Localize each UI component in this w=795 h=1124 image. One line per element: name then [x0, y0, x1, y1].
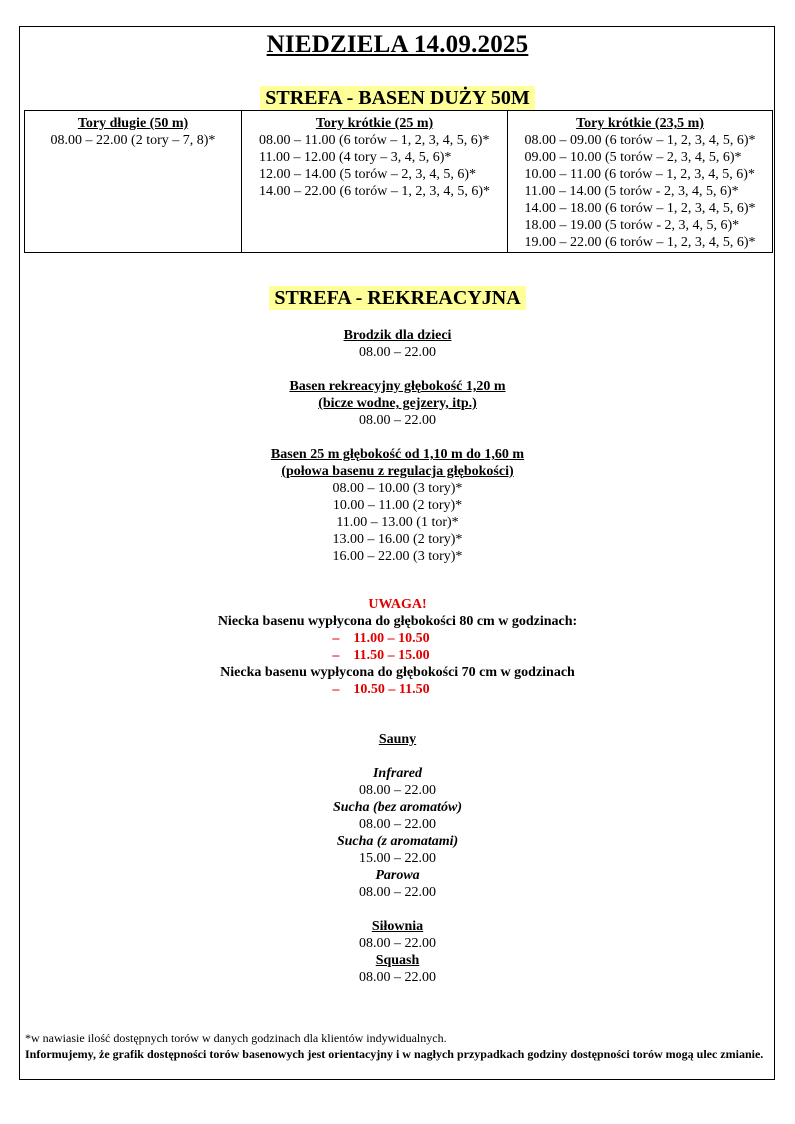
lane-row: 19.00 – 22.00 (6 torów – 1, 2, 3, 4, 5, 6)* [524, 235, 756, 250]
footer-note: *w nawiasie ilość dostępnych torów w danych godzinach dla klientów indywidualnych. [25, 1031, 447, 1045]
sauna-hours: 08.00 – 22.00 [359, 885, 436, 900]
pool25-sub: (połowa basenu z regulacja głębokości) [281, 464, 514, 479]
lane-row: 12.00 – 14.00 (5 torów – 2, 3, 4, 5, 6)* [259, 167, 476, 182]
notice-line-80cm: Niecka basenu wypłycona do głębokości 80 cm w godzinach: [217, 614, 578, 629]
gym-hours: 08.00 – 22.00 [359, 936, 436, 951]
lanes-table [24, 110, 773, 253]
squash-hours: 08.00 – 22.00 [359, 970, 436, 985]
zone-big-heading: STREFA - BASEN DUŻY 50M [260, 86, 534, 110]
saunas-heading: Sauny [378, 732, 417, 747]
lane-row: 18.00 – 19.00 (5 torów - 2, 3, 4, 5, 6)* [524, 218, 740, 233]
notice-line-70cm: Niecka basenu wypłycona do głębokości 70 cm w godzinach [220, 665, 575, 680]
pool25-row: 13.00 – 16.00 (2 tory)* [332, 532, 463, 547]
lane-row: 08.00 – 22.00 (2 tory – 7, 8)* [50, 133, 216, 148]
lane-row: 08.00 – 09.00 (6 torów – 1, 2, 3, 4, 5, 6)* [524, 133, 756, 148]
footer-info: Informujemy, że grafik dostępności torów basenowych jest orientacyjny i w nagłych przypadkach godziny dostępności torów mogą ulec zmianie. [25, 1047, 764, 1061]
notice-time-value: 10.50 – 11.50 [353, 682, 430, 697]
sauna-name: Infrared [372, 766, 422, 781]
gym-name: Siłownia [371, 919, 424, 934]
pool25-row: 16.00 – 22.00 (3 tory)* [332, 549, 463, 564]
col-header: Tory krótkie (23,5 m) [576, 116, 704, 131]
zone-rec-heading-wrap [0, 286, 795, 310]
rec-pool-sub: (bicze wodne, gejzery, itp.) [318, 396, 477, 411]
notice-time-value: 11.50 – 15.00 [353, 648, 430, 663]
recreation-section [0, 327, 795, 565]
footer [25, 1030, 775, 1062]
lanes-col-short25 [242, 111, 508, 253]
lane-row: 14.00 – 22.00 (6 torów – 1, 2, 3, 4, 5, 6)* [259, 184, 490, 199]
notice-time [0, 681, 795, 698]
pool25-name: Basen 25 m głębokość od 1,10 m do 1,60 m [270, 447, 525, 462]
squash-name: Squash [375, 953, 420, 968]
kids-pool-hours: 08.00 – 22.00 [359, 345, 436, 360]
lane-row: 08.00 – 11.00 (6 torów – 1, 2, 3, 4, 5, 6)* [259, 133, 490, 148]
saunas-section [0, 731, 795, 986]
lane-row: 10.00 – 11.00 (6 torów – 1, 2, 3, 4, 5, 6)* [524, 167, 755, 182]
notice-dash: – [332, 648, 340, 663]
pool25-row: 10.00 – 11.00 (2 tory)* [332, 498, 463, 513]
zone-big-heading-wrap [0, 86, 795, 110]
lanes-col-short235 [508, 111, 773, 253]
rec-pool-name: Basen rekreacyjny głębokość 1,20 m [289, 379, 506, 394]
rec-pool-hours: 08.00 – 22.00 [359, 413, 436, 428]
pool25-row: 08.00 – 10.00 (3 tory)* [332, 481, 463, 496]
lane-row: 11.00 – 14.00 (5 torów - 2, 3, 4, 5, 6)* [524, 184, 739, 199]
pool25-row: 11.00 – 13.00 (1 tor)* [336, 515, 459, 530]
lane-row: 11.00 – 12.00 (4 tory – 3, 4, 5, 6)* [259, 150, 452, 165]
lane-row: 14.00 – 18.00 (6 torów – 1, 2, 3, 4, 5, 6)* [524, 201, 756, 216]
notice-time [0, 647, 795, 664]
page-title: NIEDZIELA 14.09.2025 [266, 31, 529, 58]
lanes-col-long [25, 111, 242, 253]
sauna-name: Parowa [375, 868, 420, 883]
notice-time-value: 11.00 – 10.50 [353, 631, 430, 646]
sauna-hours: 08.00 – 22.00 [359, 783, 436, 798]
kids-pool-name: Brodzik dla dzieci [343, 328, 452, 343]
lane-row: 09.00 – 10.00 (5 torów – 2, 3, 4, 5, 6)* [524, 150, 742, 165]
notice-dash: – [332, 682, 340, 697]
zone-rec-heading: STREFA - REKREACYJNA [269, 286, 525, 310]
col-header: Tory długie (50 m) [77, 116, 189, 131]
sauna-hours: 08.00 – 22.00 [359, 817, 436, 832]
sauna-hours: 15.00 – 22.00 [359, 851, 436, 866]
col-header: Tory krótkie (25 m) [315, 116, 434, 131]
notice-time [0, 630, 795, 647]
notice-dash: – [332, 631, 340, 646]
notice-section [0, 596, 795, 698]
sauna-name: Sucha (z aromatami) [336, 834, 459, 849]
notice-title: UWAGA! [368, 597, 427, 612]
sauna-name: Sucha (bez aromatów) [332, 800, 463, 815]
